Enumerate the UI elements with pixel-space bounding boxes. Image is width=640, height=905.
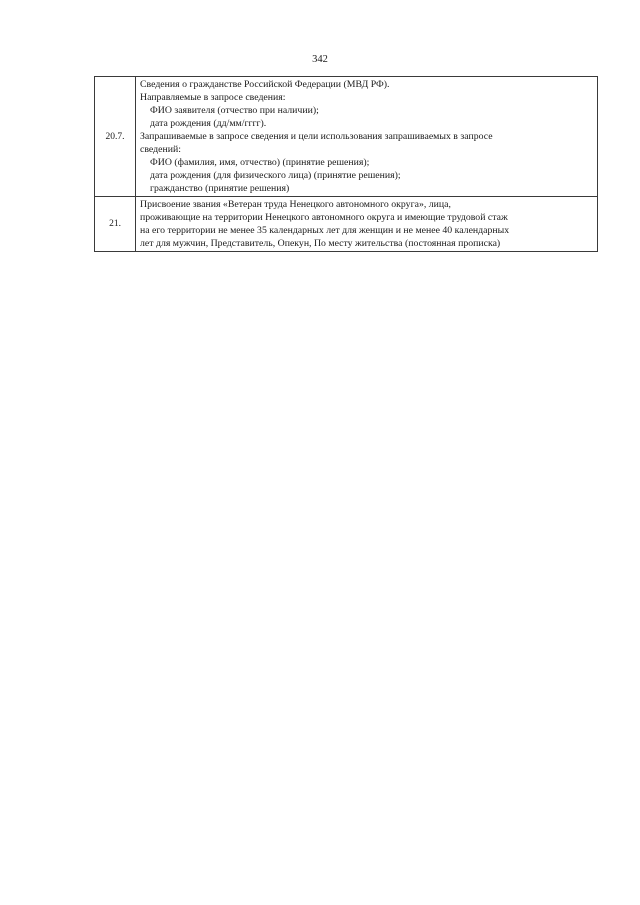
text-line: лет для мужчин, Представитель, Опекун, По месту жительства (постоянная прописка) bbox=[140, 238, 501, 249]
services-table bbox=[94, 76, 598, 252]
text-line: дата рождения (для физического лица) (принятие решения); bbox=[150, 170, 401, 181]
text-line: Запрашиваемые в запросе сведения и цели использования запрашиваемых в запросе bbox=[140, 131, 493, 142]
table-row bbox=[95, 77, 598, 197]
text-line: дата рождения (дд/мм/гггг). bbox=[150, 118, 267, 129]
row-content-cell bbox=[136, 77, 598, 197]
text-line: ФИО (фамилия, имя, отчество) (принятие решения); bbox=[150, 157, 370, 168]
row-number-cell: 21. bbox=[95, 197, 136, 252]
text-line: ФИО заявителя (отчество при наличии); bbox=[150, 105, 319, 116]
table-row bbox=[95, 197, 598, 252]
text-line: гражданство (принятие решения) bbox=[150, 183, 290, 194]
text-line: Присвоение звания «Ветеран труда Ненецкого автономного округа», лица, bbox=[140, 199, 451, 210]
text-line: сведений: bbox=[140, 144, 181, 155]
text-line: проживающие на территории Ненецкого автономного округа и имеющие трудовой стаж bbox=[140, 212, 508, 223]
row-content-cell bbox=[136, 197, 598, 252]
row-number-cell: 20.7. bbox=[95, 77, 136, 197]
text-line: Сведения о гражданстве Российской Федерации (МВД РФ). bbox=[140, 79, 390, 90]
text-line: Направляемые в запросе сведения: bbox=[140, 92, 286, 103]
text-line: на его территории не менее 35 календарных лет для женщин и не менее 40 календарных bbox=[140, 225, 510, 236]
page-number: 342 bbox=[312, 54, 328, 65]
